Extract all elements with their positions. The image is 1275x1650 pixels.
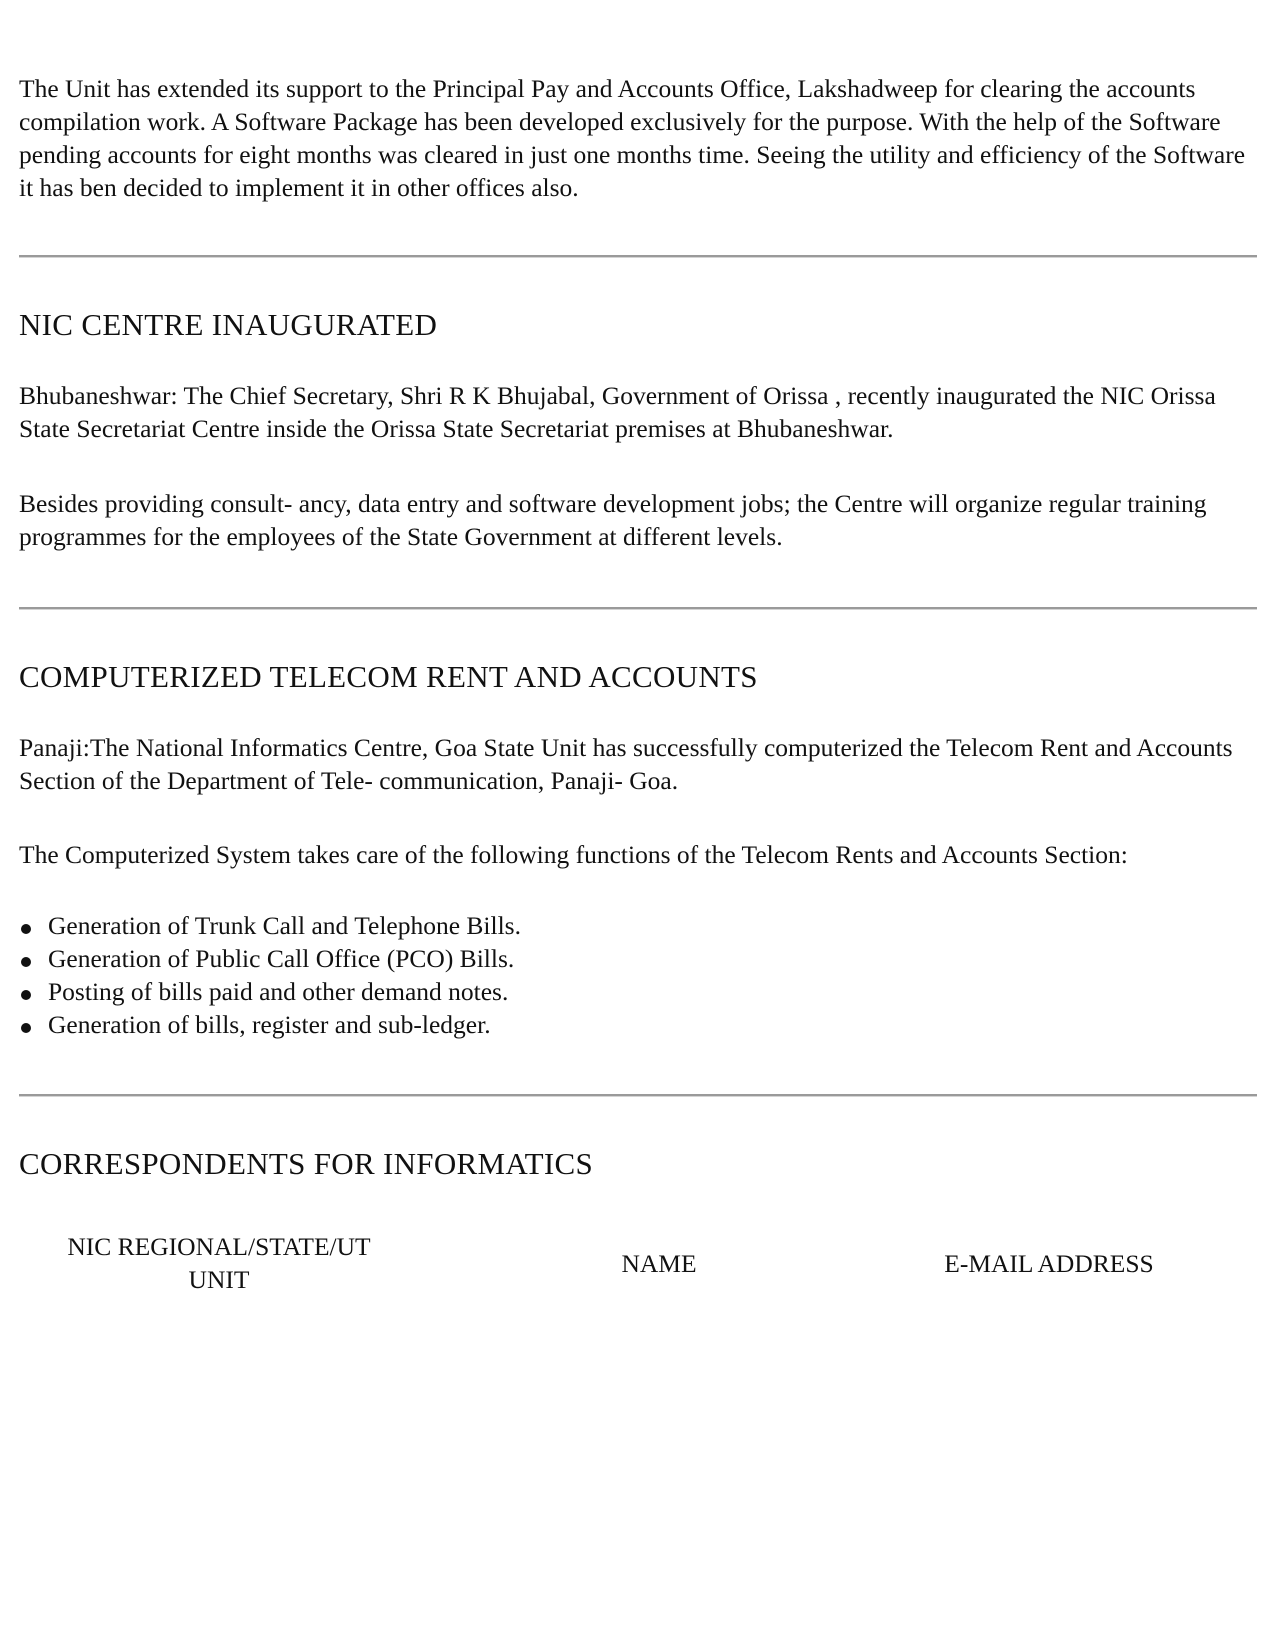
column-header-name: NAME: [621, 1249, 697, 1278]
bullet-icon: [21, 957, 31, 967]
list-item: Posting of bills paid and other demand notes.: [19, 975, 521, 1008]
nic-centre-paragraph-2: Besides providing consult- ancy, data entry and software development jobs; the Centre will organize regular training programmes for the employees of the State Government at different levels.: [19, 489, 1207, 551]
list-item: Generation of Public Call Office (PCO) Bills.: [19, 942, 521, 975]
intro-block: [19, 72, 1257, 204]
heading-correspondents: CORRESPONDENTS FOR INFORMATICS: [19, 1146, 594, 1181]
telecom-paragraph-2-block: [19, 838, 1257, 871]
telecom-function-list: [19, 909, 521, 1041]
divider-2: [19, 607, 1257, 610]
bullet-icon: [21, 1023, 31, 1033]
column-header-unit: NIC REGIONAL/STATE/UT UNIT: [67, 1232, 371, 1294]
nic-centre-paragraph-2-block: [19, 487, 1257, 553]
list-item: Generation of bills, register and sub-ledger.: [19, 1008, 521, 1041]
bullet-icon: [21, 924, 31, 934]
column-header-email: E-MAIL ADDRESS: [944, 1249, 1154, 1278]
divider-3: [19, 1094, 1257, 1097]
intro-paragraph: The Unit has extended its support to the Principal Pay and Accounts Office, Lakshadweep for clearing the accounts compilation work. A Software Package has been developed exclusively for the purpose. With the help of the Software pending accounts for eight months was cleared in just one months time. Seeing the utility and efficiency of the Software it has ben decided to implement it in other offices also.: [19, 74, 1246, 202]
nic-centre-paragraph-1-block: [19, 379, 1257, 445]
heading-nic-centre: NIC CENTRE INAUGURATED: [19, 307, 438, 342]
correspondents-table-header: [19, 1230, 1257, 1310]
divider-1: [19, 255, 1257, 258]
bullet-icon: [21, 990, 31, 1000]
telecom-paragraph-1: Panaji:The National Informatics Centre, Goa State Unit has successfully computerized the Telecom Rent and Accounts Section of the Department of Tele- communication, Panaji- Goa.: [19, 733, 1233, 795]
nic-centre-paragraph-1: Bhubaneshwar: The Chief Secretary, Shri R K Bhujabal, Government of Orissa , recently inaugurated the NIC Orissa State Secretariat Centre inside the Orissa State Secretariat premises at Bhubaneshwar.: [19, 381, 1216, 443]
telecom-paragraph-1-block: [19, 731, 1257, 797]
list-item: Generation of Trunk Call and Telephone Bills.: [19, 909, 521, 942]
heading-telecom: COMPUTERIZED TELECOM RENT AND ACCOUNTS: [19, 659, 758, 694]
telecom-paragraph-2: The Computerized System takes care of the following functions of the Telecom Rents and Accounts Section:: [19, 840, 1128, 869]
